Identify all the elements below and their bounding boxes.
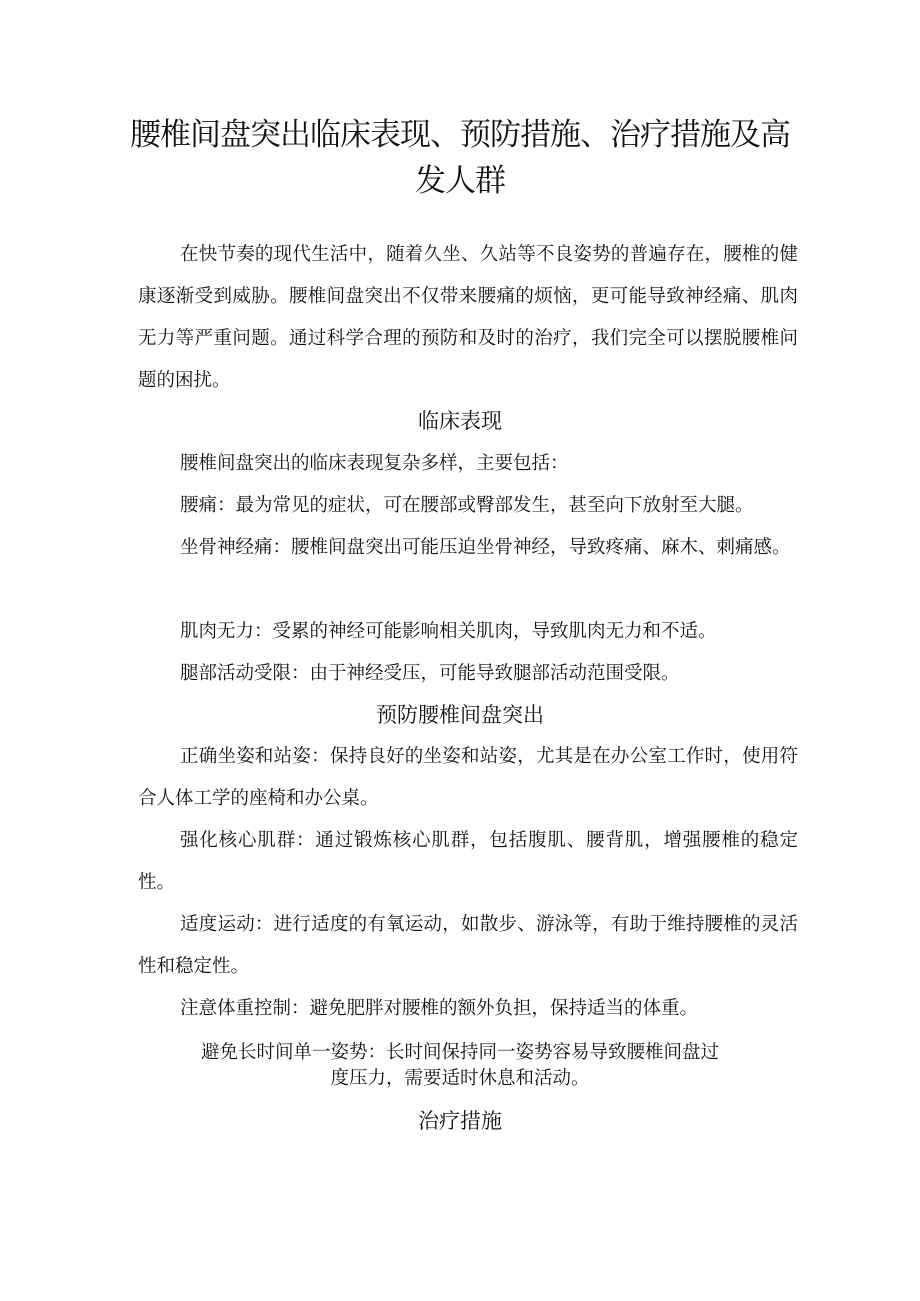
prevention-item-core: 强化核心肌群：通过锻炼核心肌群，包括腹肌、腰背肌，增强腰椎的稳定性。: [138, 830, 798, 893]
heading-prevention: 预防腰椎间盘突出: [376, 703, 544, 727]
clinical-lead: 腰椎间盘突出的临床表现复杂多样，主要包括：: [180, 453, 569, 474]
prevention-item-posture: 正确坐姿和站姿：保持良好的坐姿和站姿，尤其是在办公室工作时，使用符合人体工学的座椅和办公桌。: [138, 746, 798, 809]
clinical-item-sciatica: 坐骨神经痛：腰椎间盘突出可能压迫坐骨神经，导致疼痛、麻木、刺痛感。: [180, 537, 791, 558]
posture-change-line-2: 度压力，需要适时休息和活动。: [330, 1068, 590, 1089]
document-title: 腰椎间盘突出临床表现、预防措施、治疗措施及高发人群: [130, 117, 790, 199]
heading-treatment: 治疗措施: [418, 1109, 502, 1133]
clinical-item-lumbago: 腰痛：最为常见的症状，可在腰部或臀部发生，甚至向下放射至大腿。: [180, 495, 754, 516]
prevention-item-posture-change: [150, 1040, 770, 1092]
posture-change-line-1: 避免长时间单一姿势：长时间保持同一姿势容易导致腰椎间盘过: [200, 1042, 719, 1063]
prevention-item-weight: 注意体重控制：避免肥胖对腰椎的额外负担，保持适当的体重。: [180, 998, 699, 1019]
clinical-item-mobility: 腿部活动受限：由于神经受压，可能导致腿部活动范围受限。: [180, 663, 680, 684]
intro-paragraph: 在快节奏的现代生活中，随着久坐、久站等不良姿势的普遍存在，腰椎的健康逐渐受到威胁。腰椎间盘突出不仅带来腰痛的烦恼，更可能导致神经痛、肌肉无力等严重问题。通过科学合理的预防和及时的治疗，我们完全可以摆脱腰椎问题的困扰。: [138, 244, 798, 391]
prevention-item-exercise: 适度运动：进行适度的有氧运动，如散步、游泳等，有助于维持腰椎的灵活性和稳定性。: [138, 914, 798, 977]
heading-clinical: 临床表现: [418, 409, 502, 433]
clinical-item-weakness: 肌肉无力：受累的神经可能影响相关肌肉，导致肌肉无力和不适。: [180, 621, 717, 642]
